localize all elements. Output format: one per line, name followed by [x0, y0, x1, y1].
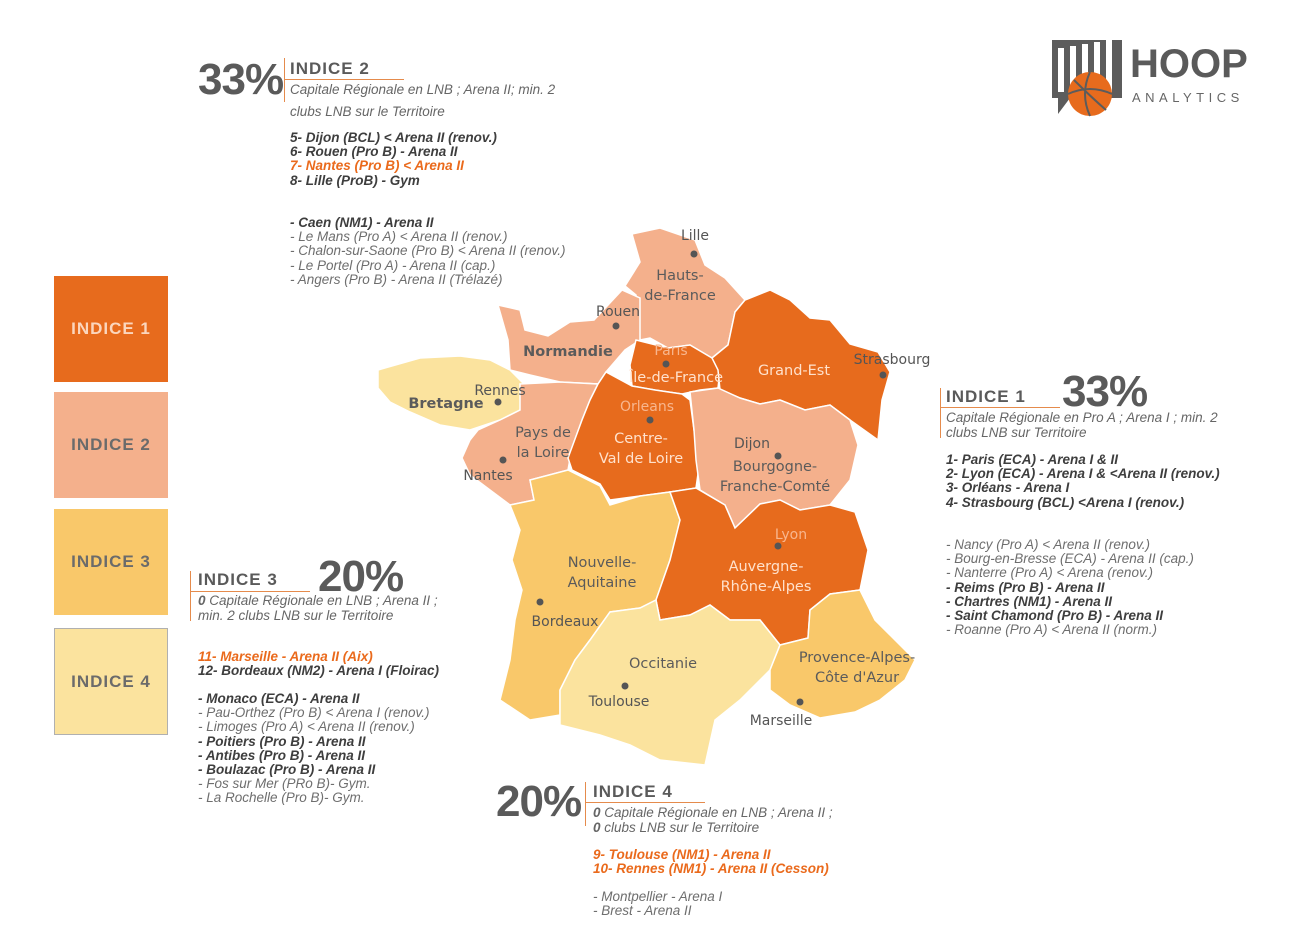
list-item: - Le Portel (Pro A) - Arena II (cap.): [290, 257, 496, 273]
city-label-rennes: Rennes: [474, 383, 526, 399]
indice3-divider: [190, 571, 191, 621]
region-label-line: Bretagne: [408, 396, 484, 412]
legend-label: INDICE 1: [71, 319, 151, 338]
list-item: - Caen (NM1) - Arena II: [290, 215, 434, 230]
region-label-line: Pays de: [515, 425, 571, 441]
indice3-desc-line1: [198, 593, 508, 608]
list-item: 7- Nantes (Pro B) < Arena II: [290, 158, 464, 174]
list-item: - Bourg-en-Bresse (ECA) - Arena II (cap.): [946, 551, 1194, 567]
indice3-percentage: 20%: [318, 552, 404, 601]
city-dot-toulouse: [622, 683, 629, 690]
legend-label: INDICE 4: [71, 671, 151, 691]
indice4-desc-zero-1: 0: [593, 805, 601, 820]
indice3-other-list: [198, 692, 429, 806]
city-label-toulouse: Toulouse: [588, 694, 650, 710]
list-item: 12- Bordeaux (NM2) - Arena I (Floirac): [198, 663, 440, 679]
indice2-description: [290, 81, 610, 121]
list-item: - Nanterre (Pro A) < Arena (renov.): [946, 565, 1153, 581]
indice4-desc-text2: clubs LNB sur le Territoire: [600, 820, 760, 835]
indice2-desc-line1: Capitale Régionale en LNB ; Arena II; min. 2: [290, 82, 556, 97]
indice3-desc-text1: Capitale Régionale en LNB ; Arena II ;: [205, 593, 438, 608]
city-dot-orleans: [647, 417, 654, 424]
city-label-orleans: Orleans: [619, 399, 675, 415]
indice4-main-list: [593, 848, 829, 876]
legend-label: INDICE 2: [71, 435, 151, 454]
list-item: 2- Lyon (ECA) - Arena I & <Arena II (renov.): [946, 466, 1220, 482]
indice1-title: INDICE 1: [946, 387, 1026, 406]
indice3-main-list: [198, 650, 439, 678]
list-item: 10- Rennes (NM1) - Arena II (Cesson): [593, 861, 829, 877]
region-label-line: Provence-Alpes-: [798, 650, 916, 666]
indice4-divider: [585, 782, 586, 826]
region-label-ge: [758, 363, 830, 379]
region-label-occ: [629, 656, 697, 672]
indice2-divider: [284, 58, 285, 102]
list-item: - Montpellier - Arena I: [593, 889, 723, 904]
list-item: - Fos sur Mer (PRo B)- Gym.: [198, 776, 371, 792]
list-item: - Saint Chamond (Pro B) - Arena II: [946, 608, 1164, 624]
region-label-line: Nouvelle-: [567, 555, 637, 571]
list-item: - Monaco (ECA) - Arena II: [198, 691, 360, 706]
list-item: 8- Lille (ProB) - Gym: [290, 172, 420, 188]
list-item: - Reims (Pro B) - Arena II: [946, 579, 1105, 595]
indice2-other-list: [290, 216, 566, 287]
city-label-dijon: Dijon: [734, 436, 770, 452]
list-item: - Antibes (Pro B) - Arena II: [198, 747, 366, 763]
region-label-bretagne: [408, 396, 483, 412]
indice1-underline: [940, 407, 1060, 408]
indice4-percentage: 20%: [496, 777, 582, 826]
list-item: 5- Dijon (BCL) < Arena II (renov.): [290, 130, 497, 145]
logo-word: HOOP: [1130, 42, 1248, 86]
indice1-main-list: [946, 453, 1220, 510]
indice4-desc-text1: Capitale Régionale en LNB ; Arena II ;: [600, 805, 833, 820]
indice2-desc-line2: clubs LNB sur le Territoire: [290, 104, 445, 119]
list-item: 9- Toulouse (NM1) - Arena II: [593, 847, 771, 862]
indice4-desc-line1: [593, 805, 913, 820]
legend-indice-1: [54, 276, 168, 382]
region-label-line: Auvergne-: [728, 559, 804, 575]
city-label-strasbourg: Strasbourg: [853, 352, 931, 368]
city-dot-marseille: [797, 699, 804, 706]
city-label-nantes: Nantes: [463, 468, 513, 484]
city-dot-lyon: [775, 543, 782, 550]
indice2-main-list: [290, 131, 497, 188]
indice2-title: INDICE 2: [290, 59, 370, 78]
indice4-desc-zero-2: 0: [593, 820, 601, 835]
list-item: - Pau-Orthez (Pro B) < Arena I (renov.): [198, 705, 430, 721]
city-label-lille: Lille: [680, 228, 710, 244]
list-item: - Roanne (Pro A) < Arena II (norm.): [946, 622, 1157, 638]
indice3-description: [198, 593, 508, 623]
list-item: - Le Mans (Pro A) < Arena II (renov.): [290, 229, 508, 245]
city-dot-rouen: [613, 323, 620, 330]
hoop-analytics-logo: [1050, 38, 1270, 122]
indice4-desc-line2: [593, 820, 913, 835]
list-item: - Angers (Pro B) - Arena II (Trélazé): [290, 271, 503, 287]
indice1-percentage: 33%: [1062, 367, 1148, 416]
basketball-icon: [1050, 38, 1126, 120]
list-item: - Chartres (NM1) - Arena II: [946, 593, 1113, 609]
list-item: 11- Marseille - Arena II (Aix): [198, 649, 373, 664]
region-label-line: Centre-: [614, 431, 668, 447]
region-label-idf: [628, 368, 723, 386]
region-label-line: Côte d'Azur: [814, 670, 900, 686]
indice1-desc-line2: clubs LNB sur Territoire: [946, 425, 1087, 440]
indice4-other-list: [593, 890, 722, 918]
indice1-desc-line1: Capitale Régionale en Pro A ; Arena I ; min. 2: [946, 410, 1218, 425]
list-item: 1- Paris (ECA) - Arena I & II: [946, 452, 1119, 467]
indice1-divider: [940, 388, 941, 438]
logo-subtitle: ANALYTICS: [1132, 90, 1244, 105]
list-item: - Brest - Arena II: [593, 903, 692, 919]
city-dot-lille: [691, 251, 698, 258]
region-label-line: Aquitaine: [567, 575, 637, 591]
list-item: - Chalon-sur-Saone (Pro B) < Arena II (renov.): [290, 243, 566, 259]
city-label-marseille: Marseille: [749, 713, 813, 729]
region-label-line: Grand-Est: [757, 363, 831, 379]
indice3-underline: [190, 591, 310, 592]
region-label-line: Rhône-Alpes: [720, 579, 812, 595]
list-item: - La Rochelle (Pro B)- Gym.: [198, 790, 365, 806]
city-label-bordeaux: Bordeaux: [531, 614, 599, 630]
indice4-underline: [585, 802, 705, 803]
indice1-other-list: [946, 538, 1194, 637]
city-dot-strasbourg: [880, 372, 887, 379]
indice1-description: [946, 410, 1286, 440]
region-label-line: Normandie: [523, 344, 613, 360]
region-label-line: la Loire: [516, 445, 570, 461]
legend-indice-4: [54, 628, 168, 735]
legend-indice-3: [54, 509, 168, 615]
list-item: 3- Orléans - Arena I: [946, 480, 1070, 496]
list-item: 4- Strasbourg (BCL) <Arena I (renov.): [946, 494, 1185, 510]
city-dot-bordeaux: [537, 599, 544, 606]
region-label-line: de-France: [644, 288, 716, 304]
indice3-desc-line2: min. 2 clubs LNB sur le Territoire: [198, 608, 394, 623]
city-label-paris: Paris: [654, 343, 688, 359]
city-dot-nantes: [500, 457, 507, 464]
indice4-description: [593, 805, 913, 835]
list-item: - Poitiers (Pro B) - Arena II: [198, 733, 366, 749]
indice3-desc-zero: 0: [198, 593, 206, 608]
region-label-line: Hauts-: [656, 268, 704, 284]
region-label-line: Bourgogne-: [732, 459, 818, 475]
list-item: - Limoges (Pro A) < Arena II (renov.): [198, 719, 415, 735]
city-dot-rennes: [495, 399, 502, 406]
legend-indice-2: [54, 392, 168, 498]
indice3-title: INDICE 3: [198, 570, 278, 589]
list-item: - Boulazac (Pro B) - Arena II: [198, 762, 376, 778]
region-label-line: Île-de-France: [628, 370, 724, 386]
city-dot-paris: [663, 361, 670, 368]
region-label-line: Occitanie: [628, 656, 698, 672]
list-item: 6- Rouen (Pro B) - Arena II: [290, 144, 458, 160]
indice2-underline: [284, 79, 404, 80]
city-label-rouen: Rouen: [595, 304, 641, 320]
list-item: - Nancy (Pro A) < Arena II (renov.): [946, 537, 1150, 552]
legend-label: INDICE 3: [71, 552, 151, 571]
region-label-line: Val de Loire: [598, 451, 684, 467]
indice2-percentage: 33%: [198, 55, 284, 104]
indice4-title: INDICE 4: [593, 782, 673, 801]
city-dot-dijon: [775, 453, 782, 460]
region-label-normandie: [523, 344, 613, 360]
region-label-line: Franche-Comté: [719, 479, 831, 495]
city-label-lyon: Lyon: [774, 527, 808, 543]
